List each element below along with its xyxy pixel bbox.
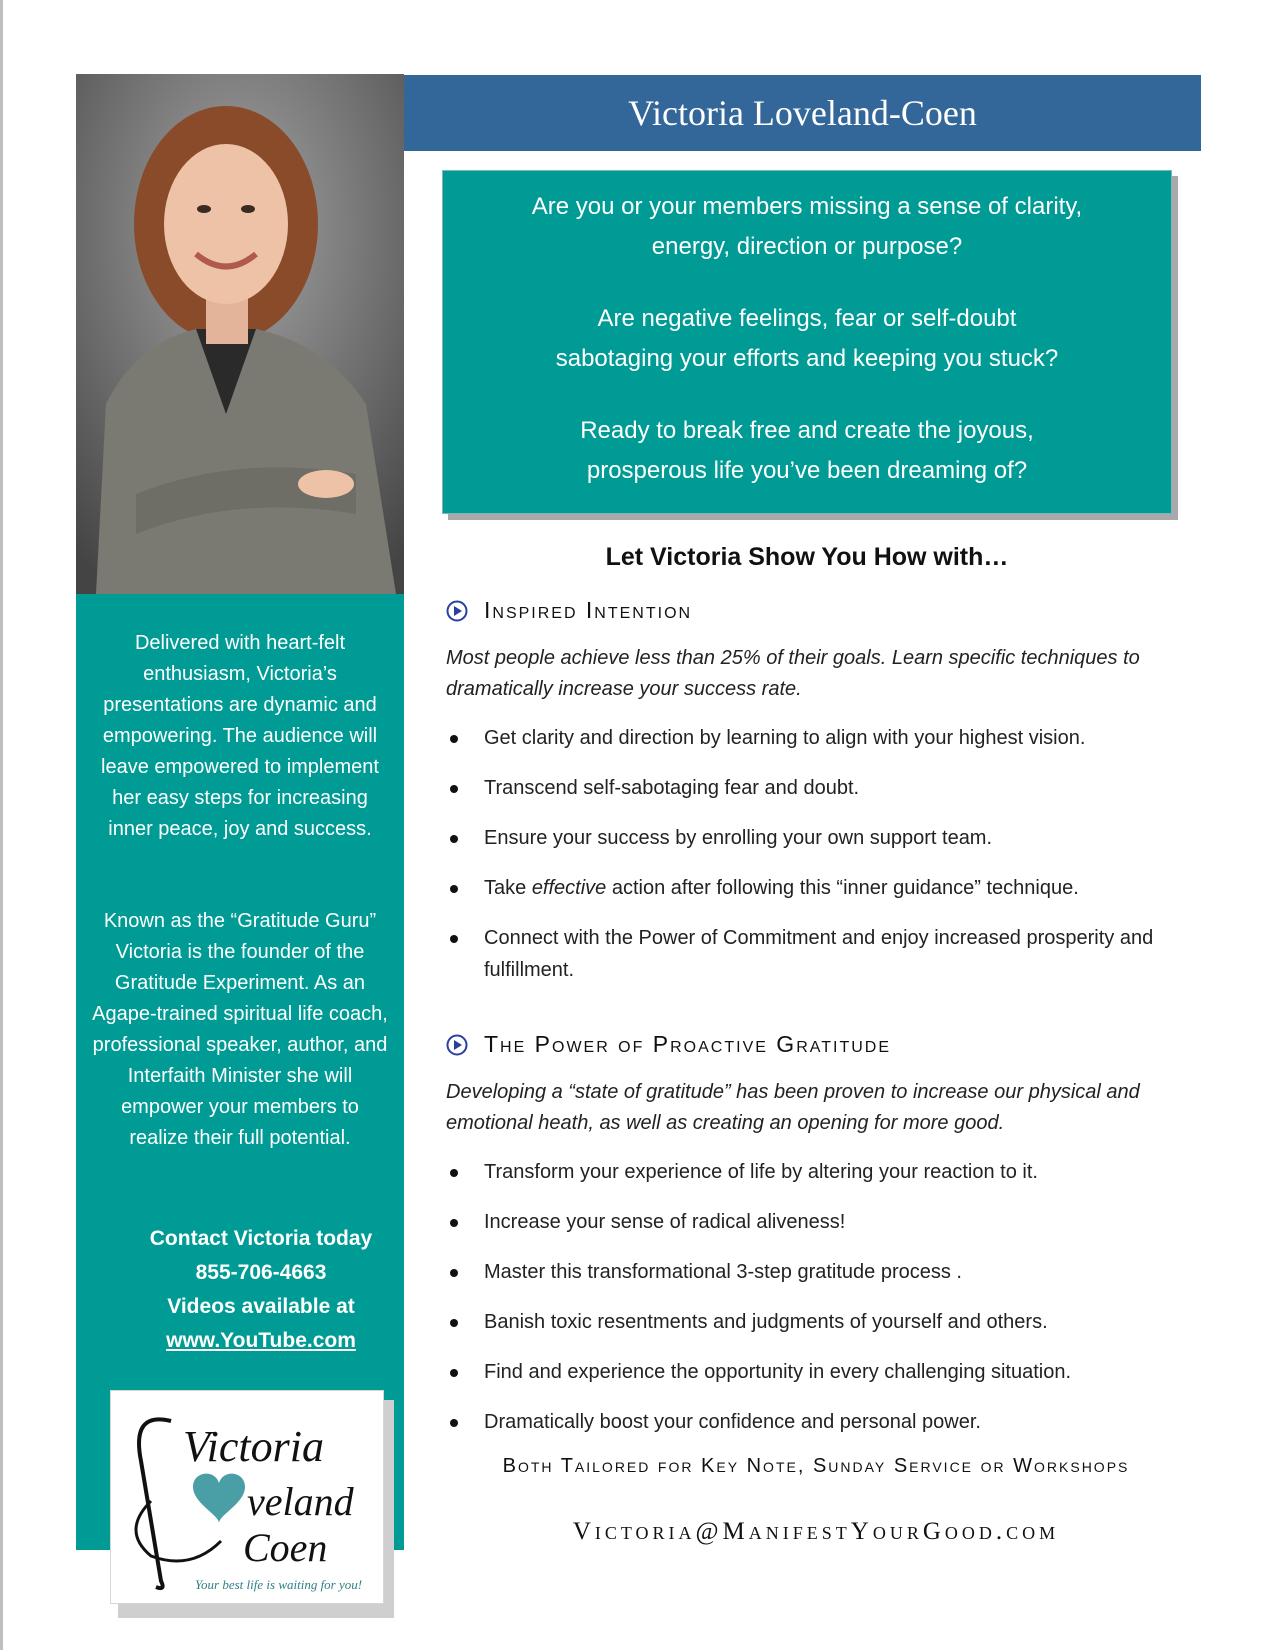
play-circle-icon [446,600,468,622]
tagline: Both Tailored for Key Note, Sunday Service or Workshops [502,1455,1130,1477]
list-item-emphasis: effective [531,877,607,899]
heart-icon [193,1474,245,1523]
questions-box [442,170,1172,514]
portrait-photo [76,74,404,594]
contact-label: Contact Victoria today [149,1227,373,1250]
list-item-text: action after following this “inner guidance” technique. [606,877,1079,899]
list-item: Find and experience the opportunity in every challenging situation. [446,1356,1186,1388]
list-item: Master this transformational 3-step gratitude process . [446,1256,1186,1288]
logo-line-1: Victoria [183,1422,324,1471]
section-title: The Power of Proactive Gratitude [484,1031,892,1057]
list-item: Transform your experience of life by altering your reaction to it. [446,1156,1186,1188]
question-1-line-1: Are you or your members missing a sense of clarity, [531,193,1083,220]
section-heading-inspired-intention [446,597,692,624]
section-intro-text: Most people achieve less than 25% of their goals. Learn specific techniques to dramatically increase your success rate. [446,647,1140,700]
question-3-line-1: Ready to break free and create the joyous, [580,417,1034,444]
list-item: Transcend self-sabotaging fear and doubt. [446,772,1186,804]
list-item [446,872,1186,904]
question-2-line-2: sabotaging your efforts and keeping you stuck? [555,345,1059,372]
list-item-text: Take [484,877,532,899]
phone-number[interactable]: 855-706-4663 [195,1261,327,1284]
logo-slogan: Your best life is waiting for you! [195,1577,363,1592]
list-item: Get clarity and direction by learning to align with your highest vision. [446,722,1186,754]
logo-line-2: veland [247,1479,354,1524]
question-1 [443,187,1171,267]
question-3 [443,411,1171,491]
email-link[interactable]: Victoria@ManifestYourGood.com [572,1518,1060,1545]
bullet-list-inspired-intention [446,722,1186,986]
portrait-illustration [76,74,404,594]
bio-paragraph-1: Delivered with heart-felt enthusiasm, Victoria’s presentations are dynamic and empowering. The audience will leave empowered to implement her easy steps for increasing inner peace, joy and success. [101,632,379,840]
play-circle-icon [446,1034,468,1056]
section-intro-text: Developing a “state of gratitude” has been proven to increase our physical and emotional heath, as well as creating an opening for more good. [446,1081,1140,1134]
logo-artwork [111,1391,383,1603]
section-intro-heading: Let Victoria Show You How with… [605,543,1009,571]
videos-label: Videos available at [167,1295,355,1318]
question-2 [443,299,1171,379]
list-item: Increase your sense of radical aliveness! [446,1206,1186,1238]
section-title: Inspired Intention [484,597,693,623]
list-item: Banish toxic resentments and judgments of yourself and others. [446,1306,1186,1338]
question-1-line-2: energy, direction or purpose? [651,233,963,260]
logo [110,1390,384,1604]
page-title: Victoria Loveland-Coen [404,75,1201,151]
page-edge [0,0,3,1650]
list-item: Dramatically boost your confidence and personal power. [446,1406,1186,1438]
contact-block [116,1222,406,1358]
bullet-list-proactive-gratitude [446,1156,1186,1438]
section-heading-proactive-gratitude [446,1031,891,1058]
list-item: Connect with the Power of Commitment and enjoy increased prosperity and fulfillment. [446,922,1186,986]
question-2-line-1: Are negative feelings, fear or self-doubt [597,305,1017,332]
list-item: Ensure your success by enrolling your own support team. [446,822,1186,854]
logo-line-3: Coen [243,1525,328,1570]
youtube-link[interactable]: www.YouTube.com [166,1329,356,1352]
bio-paragraph-2: Known as the “Gratitude Guru” Victoria is the founder of the Gratitude Experiment. As an Agape-trained spiritual life coach, professional speaker, author, and Interfaith Minister she will empower your members to realize their full potential. [92,910,388,1149]
question-3-line-2: prosperous life you’ve been dreaming of? [586,457,1028,484]
